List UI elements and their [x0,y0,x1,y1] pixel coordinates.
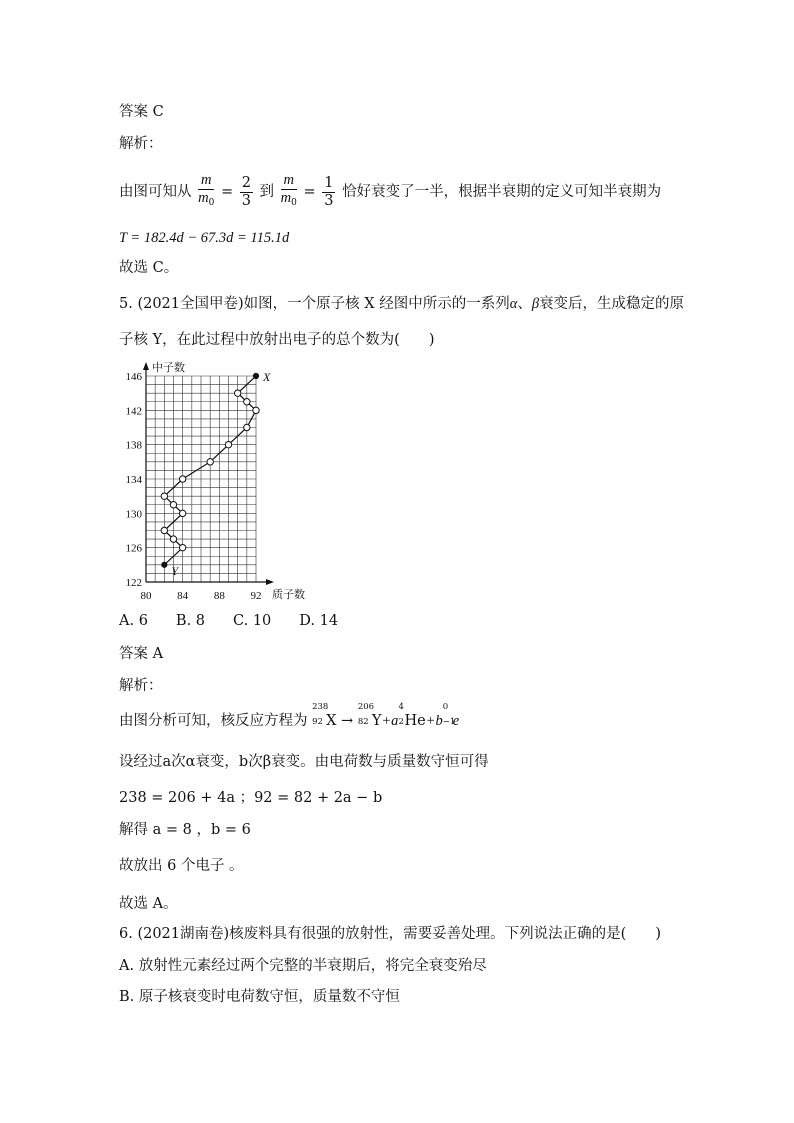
data-point [170,536,176,542]
point-label: Y [171,563,179,578]
fraction-two-thirds: $\frac{2}{3}$ [241,174,251,209]
answer-a: 答案 A [119,646,164,662]
decay-setup: 设经过a次α衰变，b次β衰变。由电荷数与质量数守恒可得 [119,754,489,770]
y-axis-label: 中子数 [152,362,185,374]
solution: 解得 a = 8 ，b = 6 [119,822,251,838]
y-tick-label: 146 [125,371,142,383]
nuclide-y: 206 82 Y [357,702,382,729]
x-tick-label: 80 [140,590,152,602]
option-a[interactable]: A. 6 [119,613,148,629]
nuclear-equation: 由图分析可知，核反应方程为 238 92 X → 206 82 Y+a 4 2 He+b 0 −1 e [119,710,459,732]
y-tick-label: 134 [125,474,142,486]
choice-c: 故选 C。 [119,260,179,276]
analysis-label-2: 解析： [119,678,163,694]
data-point [244,424,250,430]
fraction-m-over-m0-2: $\frac{m}{m_0}$ [280,172,297,208]
option-c[interactable]: C. 10 [233,613,272,629]
x-tick-label: 84 [177,590,189,602]
nuclide-x: 238 92 X [312,702,337,729]
y-tick-label: 138 [125,439,142,452]
q5-stem-line1: 5. (2021全国甲卷)如图，一个原子核 X 经图中所示的一系列α、β衰变后，生成稳定的原 [119,296,685,312]
data-point [170,502,176,508]
chart-grid [146,376,256,582]
fraction-one-third: $\frac{1}{3}$ [324,174,334,209]
data-point [207,459,213,465]
data-point [161,527,167,533]
y-tick-label: 130 [125,508,142,521]
option-b[interactable]: B. 8 [175,613,206,629]
option-d[interactable]: D. 14 [299,613,339,629]
data-point [179,476,185,482]
reasoning-suffix: 恰好衰变了一半，根据半衰期的定义可知半衰期为 [342,184,662,200]
data-point [161,493,167,499]
data-point [234,390,240,396]
nuclide-e: 0 −1 e [442,702,460,729]
data-point [162,562,167,567]
fraction-m-over-m0: $\frac{m}{m_0}$ [198,172,215,208]
neutron-proton-chart [112,362,412,602]
nuclide-he: 4 2 He [398,702,426,729]
y-tick-label: 126 [125,542,142,555]
chart-axes [143,362,274,585]
choice-a: 故选 A。 [119,896,178,912]
y-axis-arrow [143,362,149,370]
x-axis-arrow [266,579,274,585]
reasoning-prefix: 由图可知从 [119,184,192,200]
data-point [225,441,231,447]
q6-option-b[interactable]: B. 原子核衰变时电荷数守恒，质量数不守恒 [119,989,400,1005]
q5-options [119,611,366,631]
x-tick-label: 92 [250,590,262,602]
conservation-equations: 238 = 206 + 4a ；92 = 82 + 2a − b [119,790,383,806]
y-tick-label: 122 [125,577,142,589]
point-label: X [263,370,271,384]
half-life-equation: T = 182.4d − 67.3d = 115.1d [119,230,290,246]
half-life-reasoning: 由图可知从 $\frac{m}{m_0}$ = $\frac{2}{3}$ 到 $\frac{m}{m_0}$ = $\frac{1}{3}$ 恰好衰变了一半，根据半衰期的定义可知半衰期为 [119,172,661,212]
data-point [179,544,185,550]
answer-c: 答案 C [119,104,164,120]
data-point [179,510,185,516]
y-tick-label: 142 [125,405,142,418]
q6-option-a[interactable]: A. 放射性元素经过两个完整的半衰期后，将完全衰变殆尽 [119,958,487,974]
analysis-label-1: 解析： [119,136,163,152]
q6-stem: 6. (2021湖南卷)核废料具有很强的放射性，需要妥善处理。下列说法正确的是( ) [119,926,661,942]
electrons-emitted: 故放出 6 个电子 。 [119,858,244,874]
x-tick-label: 88 [213,590,225,602]
data-point [253,373,258,378]
q5-stem-line2: 子核 Y，在此过程中放射出电子的总个数为( ) [119,332,435,348]
x-axis-label: 质子数 [272,589,305,601]
data-point [244,399,250,405]
data-point [253,407,259,413]
chart-points [161,370,271,578]
